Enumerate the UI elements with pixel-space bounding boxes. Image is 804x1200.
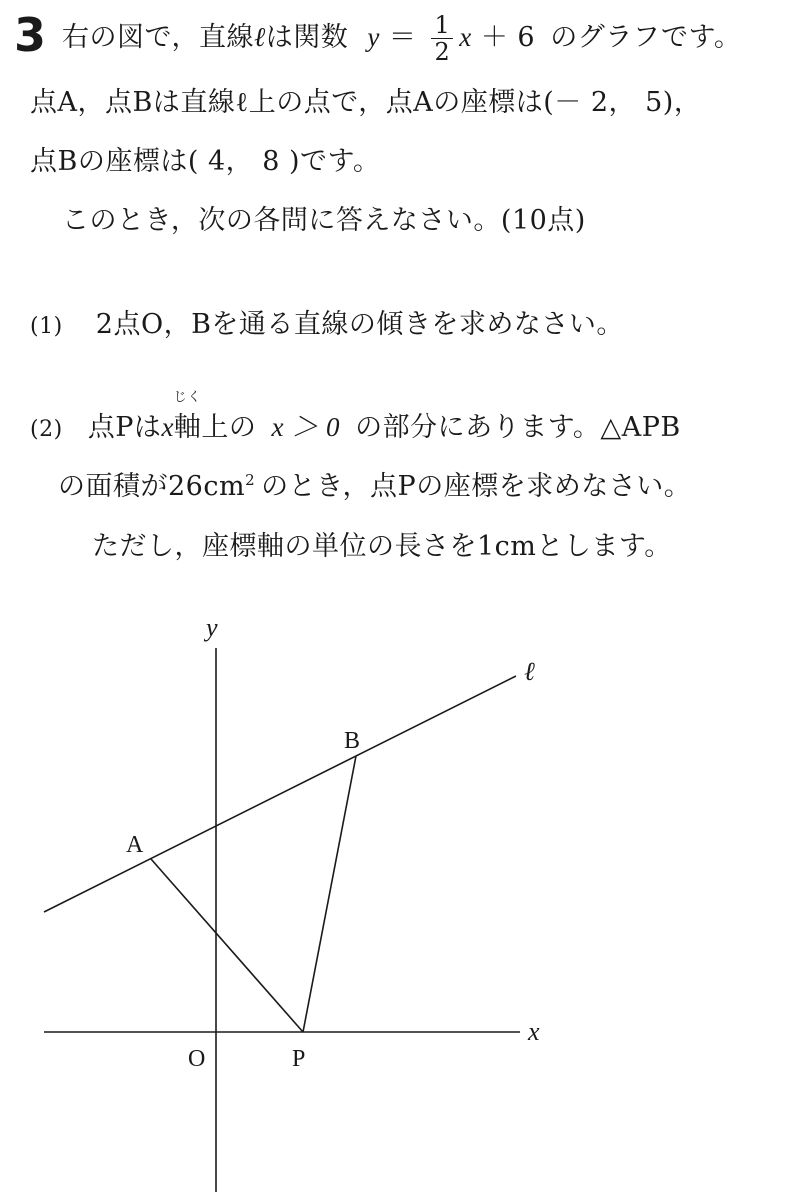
fraction-denominator: 2 — [434, 38, 451, 66]
problem-line-2: 点A，点Bは直線ℓ上の点で，点Aの座標は(－ 2， 5)， — [30, 87, 702, 118]
question-2-text-a: 点Pは — [87, 412, 162, 443]
segment-bp — [303, 756, 356, 1032]
problem-line-1-text-a: 右の図で，直線 — [62, 22, 254, 53]
question-2-superscript: 2 — [245, 471, 256, 489]
label-a: A — [126, 832, 144, 858]
equation-equals: ＝ — [388, 22, 417, 53]
question-1-text: 2点O，Bを通る直線の傾きを求めなさい。 — [95, 309, 624, 340]
label-x: x — [528, 1017, 540, 1046]
question-1-label: (1) — [30, 314, 63, 339]
problem-line-1 — [62, 12, 741, 65]
problem-line-1-text-b: は関数 — [265, 22, 349, 53]
equation-x: x — [459, 22, 472, 52]
ell-symbol: ℓ — [253, 22, 266, 52]
coordinate-figure — [0, 580, 804, 1200]
label-ell: ℓ — [524, 657, 535, 686]
question-2-line-3: ただし，座標軸の単位の長さを1cmとします。 — [92, 531, 672, 562]
equation-constant: ＋ 6 — [480, 22, 536, 53]
axis-ruby: じく — [173, 390, 202, 405]
problem-line-3: 点Bの座標は( 4， 8 )です。 — [30, 146, 381, 177]
question-2-text-c: の部分にあります。△APB — [355, 412, 681, 443]
question-2-condition: x ＞ 0 — [271, 412, 340, 442]
equation-y: y — [367, 22, 380, 52]
question-2-line-2 — [58, 470, 691, 504]
problem-line-4: このとき，次の各問に答えなさい。(10点) — [62, 205, 586, 236]
question-1 — [30, 308, 624, 344]
question-2-line-2-b: のとき，点Pの座標を求めなさい。 — [261, 471, 692, 502]
segment-ap — [151, 859, 303, 1032]
axis-kanji-with-ruby — [173, 390, 202, 445]
line-ell — [44, 676, 516, 912]
equation-fraction — [431, 12, 453, 65]
problem-line-1-text-c: のグラフです。 — [550, 22, 742, 53]
question-2-line-1 — [30, 390, 681, 447]
question-2-x-var: x — [161, 412, 174, 442]
question-2-label: (2) — [30, 417, 63, 442]
question-2-text-b: 上の — [201, 412, 257, 443]
axis-kanji: 軸 — [173, 412, 202, 443]
fraction-numerator: 1 — [431, 12, 453, 39]
label-p: P — [292, 1046, 306, 1072]
label-b: B — [344, 728, 361, 754]
label-y: y — [206, 613, 218, 642]
label-o: O — [188, 1046, 206, 1072]
problem-number: 3 — [14, 8, 47, 62]
question-2-line-2-a: の面積が26cm — [58, 471, 246, 502]
